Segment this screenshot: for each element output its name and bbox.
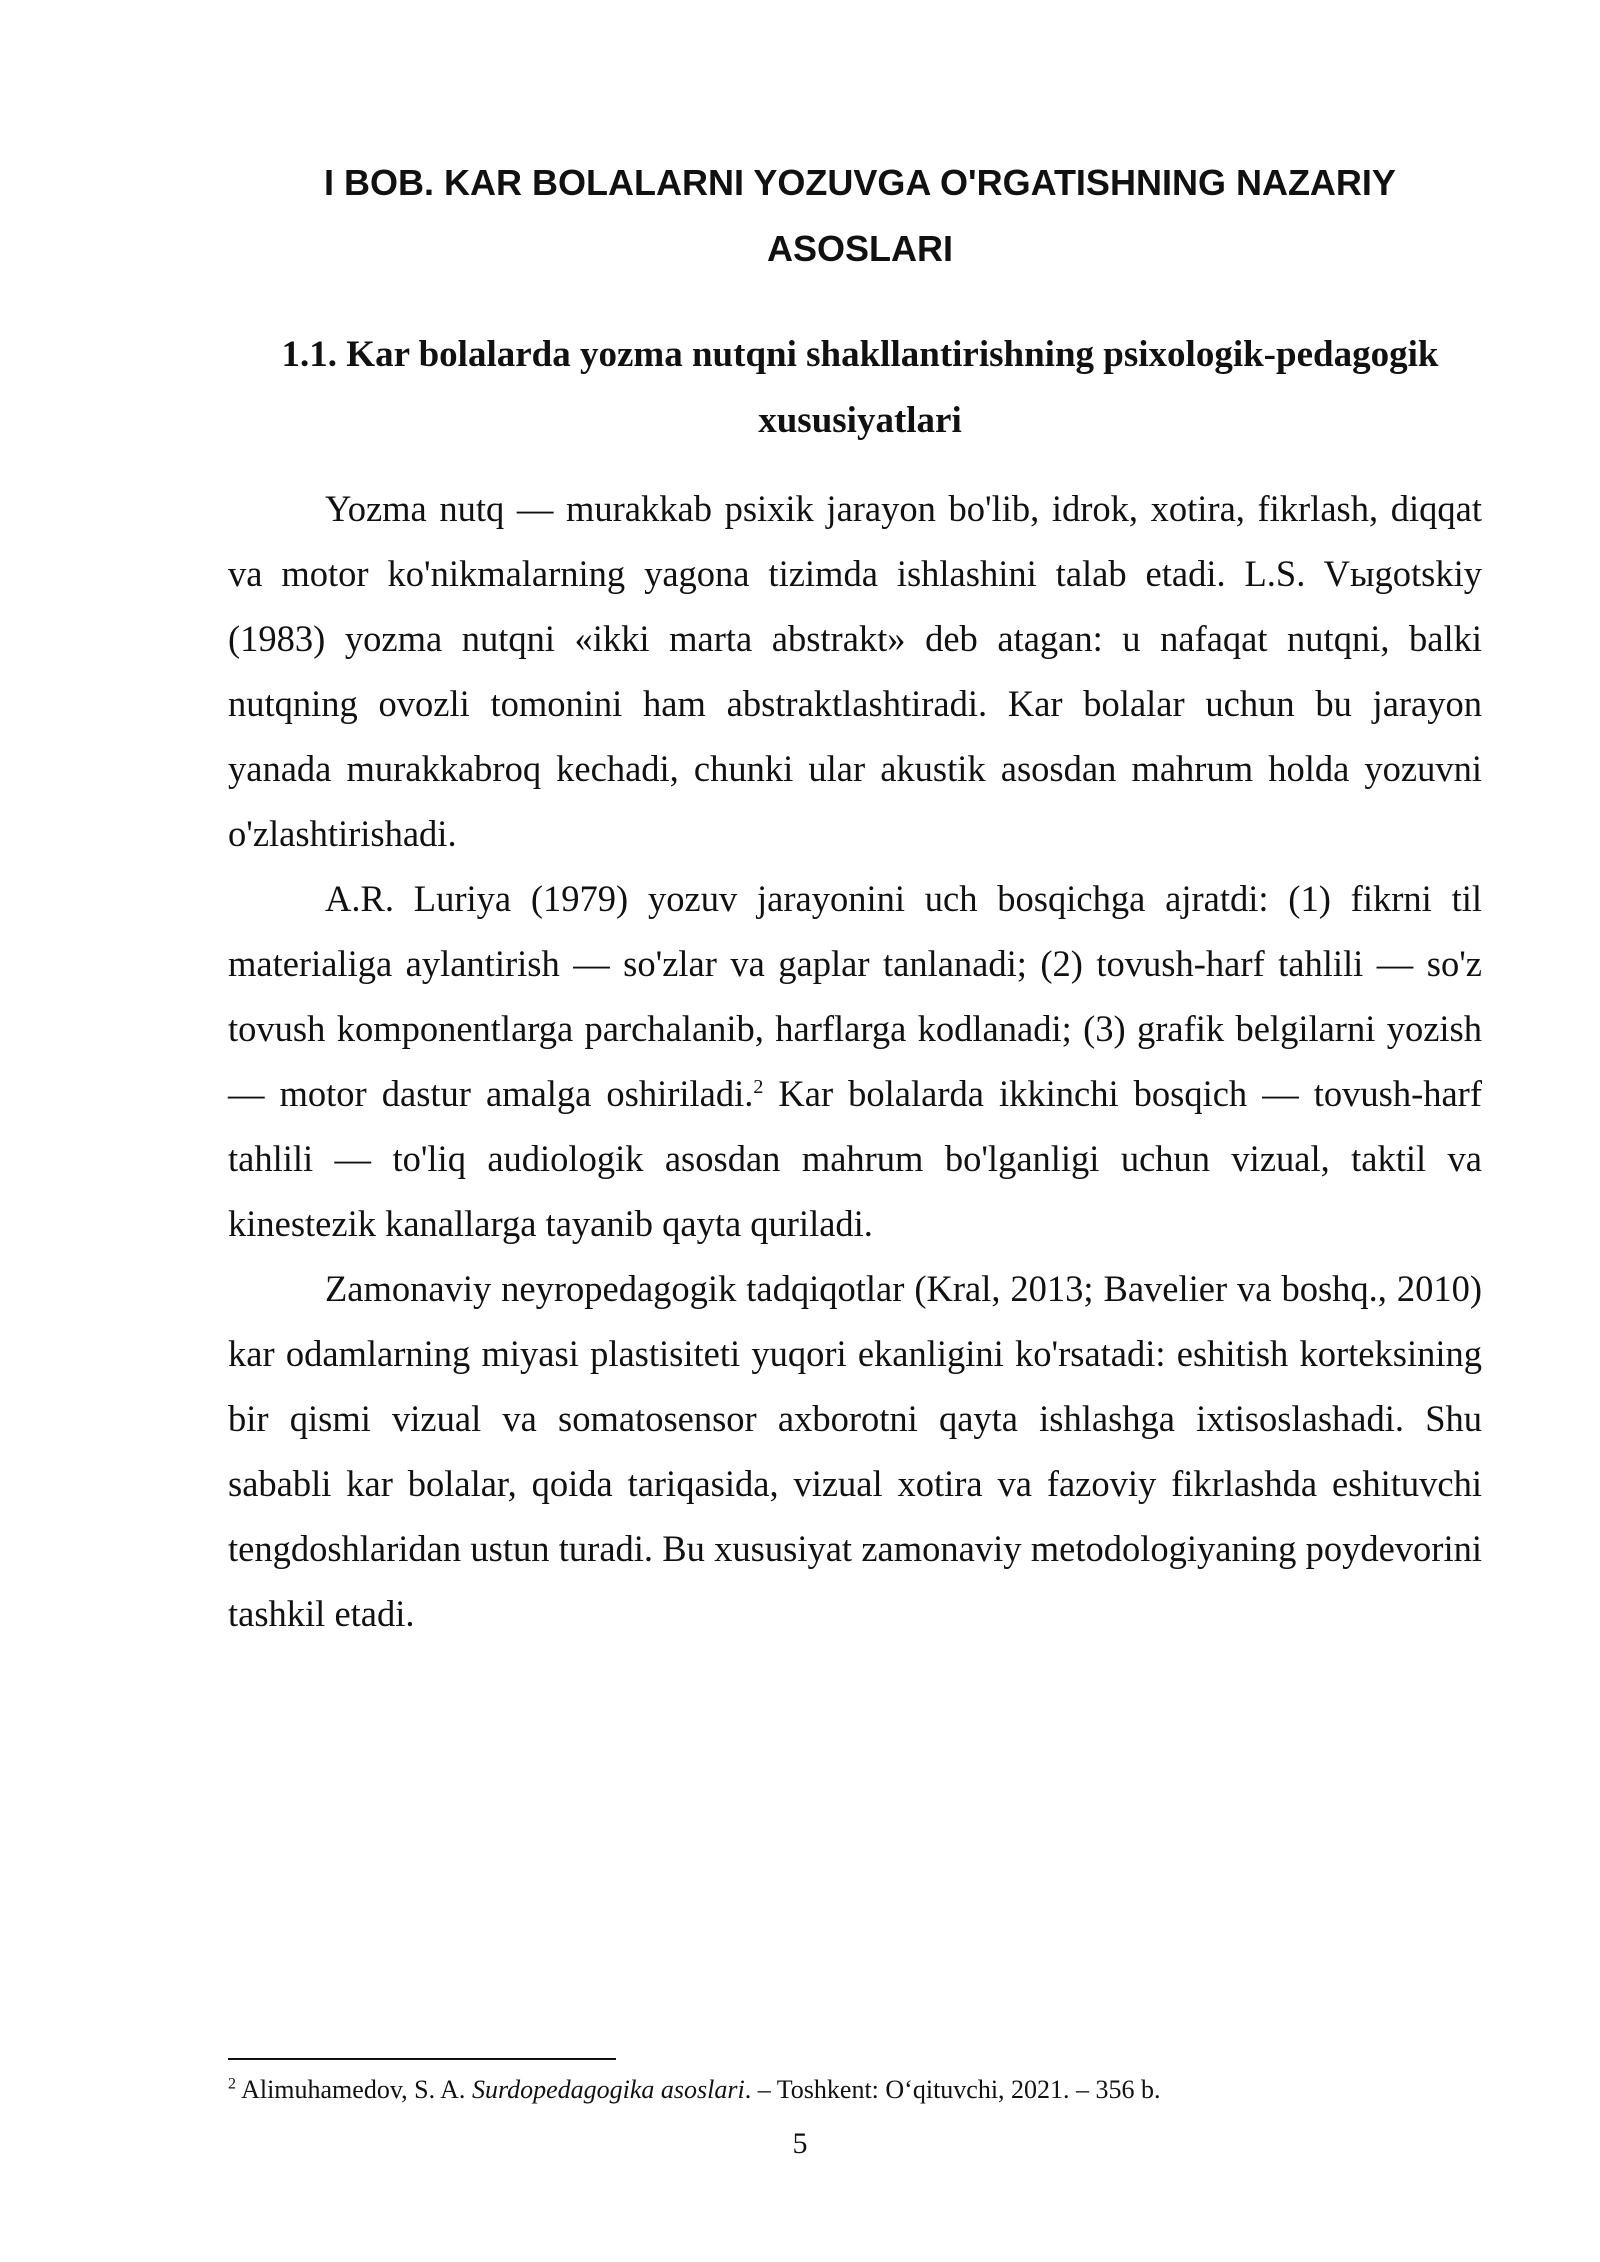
paragraph-3: Zamonaviy neyropedagogik tadqiqotlar (Kral, 2013; Bavelier va boshq., 2010) kar odamlarning miyasi plastisiteti yuqori ekanligini ko'rsatadi: eshitish korteksining bir qismi vizual va somatosensor axborotni qayta ishlashga ixtisoslashadi. Shu sababli kar bolalar, qoida tariqasida, vizual xotira va fazoviy fikrlashda eshituvchi tengdoshlaridan ustun turadi. Bu xususiyat zamonaviy metodologiyaning poydevorini tashkil etadi. (228, 1268, 1482, 1634)
paragraph-1: Yozma nutq — murakkab psixik jarayon bo'lib, idrok, xotira, fikrlash, diqqat va motor ko'nikmalarning yagona tizimda ishlashini talab etadi. L.S. Vыgotskiy (1983) yozma nutqni «ikki marta abstrakt» deb atagan: u nafaqat nutqni, balki nutqning ovozli tomonini ham abstraktlashtiradi. Kar bolalar uchun bu jarayon yanada murakkabroq kechadi, chunki ular akustik asosdan mahrum holda yozuvni o'zlashtirishadi. (228, 488, 1482, 854)
paragraph-2-text-a: A.R. Luriya (1979) yozuv jarayonini uch bosqichga ajratdi: (1) fikrni til materialiga aylantirish — so'zlar va gaplar tanlanadi; (2) tovush-harf tahlili — so'z tovush komponentlarga parchalanib, harflarga kodlanadi; (3) grafik belgilarni yozish — motor dastur amalga oshiriladi. (228, 878, 1482, 1114)
chapter-title (270, 150, 1450, 282)
page-number: 5 (792, 2127, 808, 2160)
paragraph-2 (228, 866, 1482, 1256)
footnote-author: Alimuhamedov, S. A. (236, 2075, 472, 2104)
footnote-separator (228, 2058, 616, 2060)
footnote-book-title: Surdopedagogika asoslari (471, 2075, 745, 2104)
section-title: 1.1. Kar bolalarda yozma nutqni shakllantirishning psixologik-pedagogik xususiyatlari (281, 334, 1439, 441)
footnote-publication: . – Toshkent: O‘qituvchi, 2021. – 356 b. (744, 2075, 1161, 2104)
chapter-title-line1: I BOB. KAR BOLALARNI YOZUVGA O'RGATISHNING NAZARIY (324, 162, 1396, 203)
footnote-reference[interactable]: 2 (753, 1075, 764, 1098)
chapter-title-line2: ASOSLARI (766, 228, 953, 269)
footnote-marker: 2 (228, 2075, 236, 2093)
paragraph-2-text-b: Kar bolalarda ikkinchi bosqich — tovush-harf tahlili — to'liq audiologik asosdan mahrum bo'lganligi uchun vizual, taktil va kinestezik kanallarga tayanib qayta quriladi. (228, 1073, 1482, 1244)
body-text (228, 476, 1482, 1646)
footnote (228, 2072, 1482, 2108)
